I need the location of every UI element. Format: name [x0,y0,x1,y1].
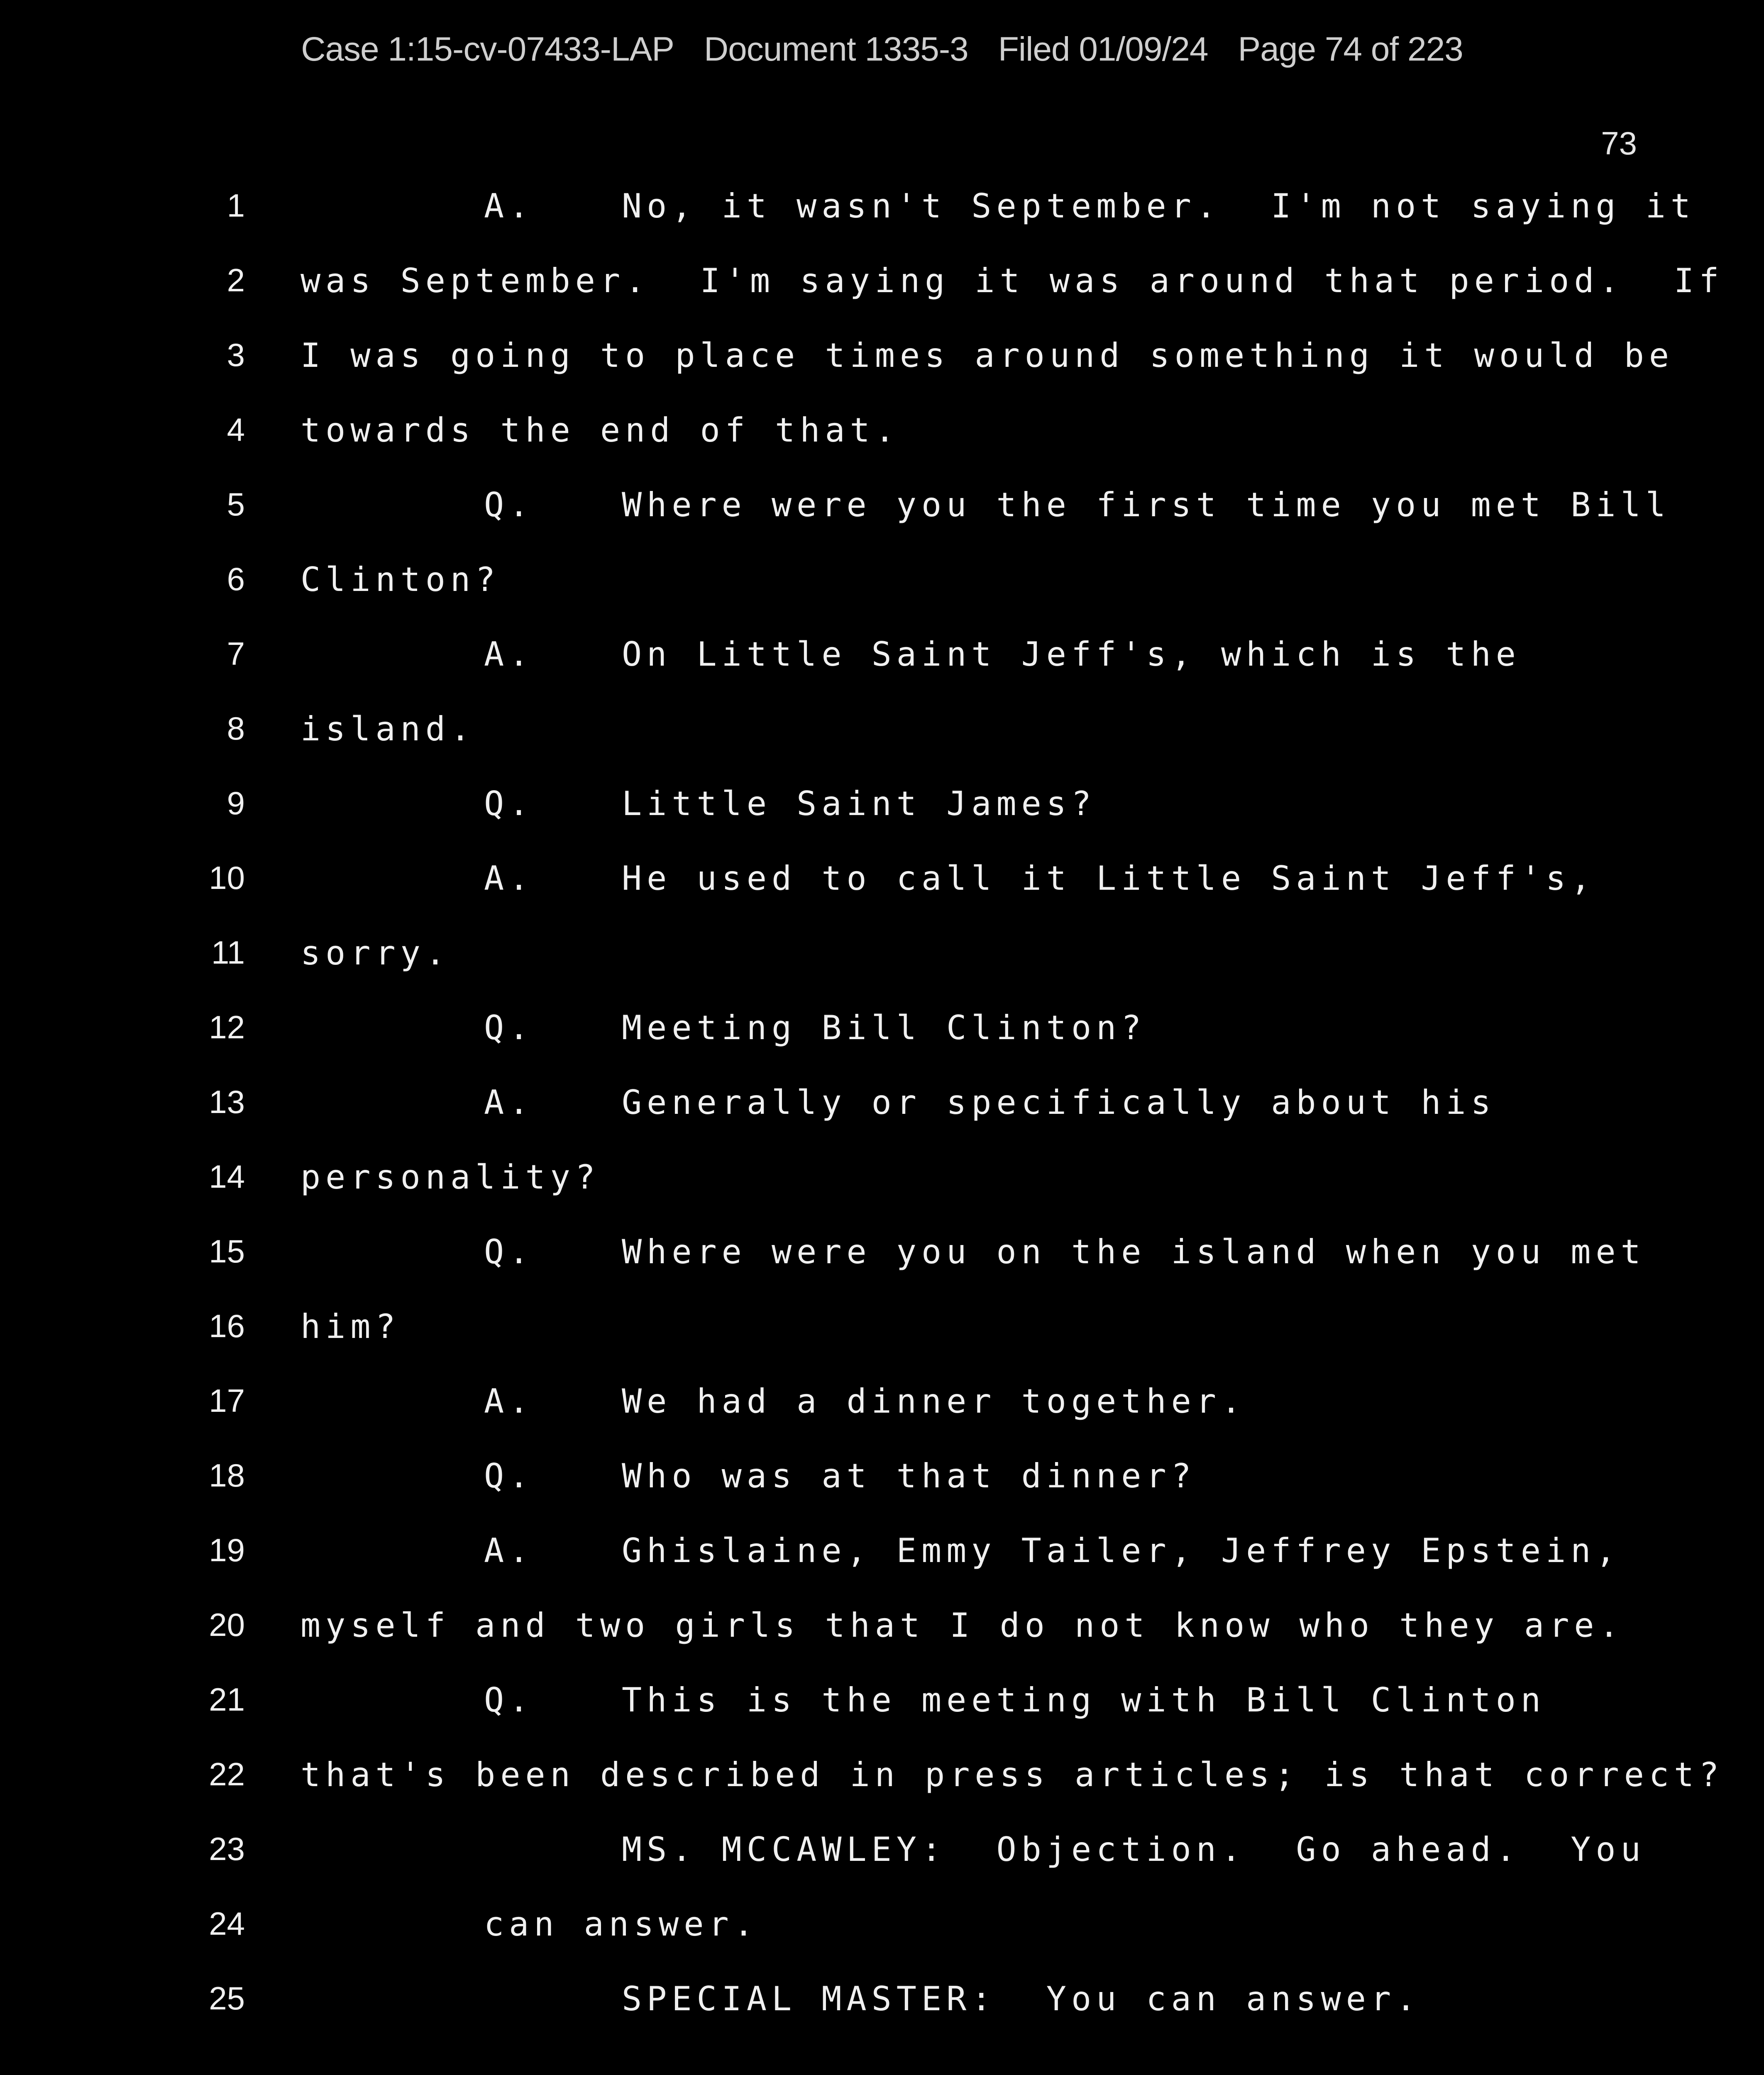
transcript-line [0,411,1764,486]
line-number: 12 [209,1009,245,1045]
transcript-line [0,934,1764,1008]
transcript-line [0,1233,1764,1307]
line-text [484,1681,1546,1719]
line-content: him? [301,1307,401,1346]
line-number: 13 [209,1084,245,1120]
speaker-label: Q. [484,486,534,524]
line-number: 2 [227,262,245,298]
line-text [484,1233,1646,1271]
speaker-label: Q. [484,784,534,823]
line-content: No, it wasn't September. I'm not saying it [622,187,1696,225]
line-number: 9 [227,785,245,821]
transcript-line [0,1531,1764,1606]
line-number: 25 [209,1980,245,2016]
line-content: Clinton? [301,560,501,599]
line-content: towards the end of that. [301,411,900,449]
speaker-label: A. [484,1083,534,1122]
transcript-line [0,1830,1764,1905]
line-text [484,1008,1146,1047]
line-content: sorry. [301,934,450,972]
line-number: 6 [227,561,245,597]
line-number: 3 [227,337,245,373]
line-number: 14 [209,1158,245,1195]
speaker-label: Q. [484,1008,534,1047]
transcript-line [0,1382,1764,1457]
line-text [484,486,1671,524]
line-content: MS. MCCAWLEY: Objection. Go ahead. You [622,1830,1646,1869]
transcript-line [0,859,1764,934]
line-content: myself and two girls that I do not know who they are. [301,1606,1624,1645]
transcript-line [0,560,1764,635]
line-number: 24 [209,1905,245,1942]
line-number: 10 [209,859,245,896]
transcript-line [0,1681,1764,1755]
speaker-label: A. [484,635,534,674]
line-content: Meeting Bill Clinton? [622,1008,1146,1047]
line-number: 20 [209,1606,245,1643]
transcript-line [0,710,1764,784]
line-content: was September. I'm saying it was around that period. If [301,261,1724,300]
line-content: SPECIAL MASTER: You can answer. [622,1980,1421,2018]
line-number: 19 [209,1532,245,1568]
transcript-line [0,784,1764,859]
speaker-label: Q. [484,1681,534,1719]
transcript-line [0,1606,1764,1681]
line-number: 21 [209,1681,245,1718]
line-content: This is the meeting with Bill Clinton [622,1681,1546,1719]
line-text [484,635,1521,674]
speaker-label: Q. [484,1457,534,1495]
line-content: Where were you on the island when you met [622,1233,1646,1271]
case-number: Case 1:15-cv-07433-LAP [301,30,674,68]
line-number: 1 [227,187,245,224]
line-number: 5 [227,486,245,522]
transcript-line [0,1083,1764,1158]
line-content: that's been described in press articles; is that correct? [301,1755,1724,1794]
line-number: 11 [211,934,245,971]
line-content: personality? [301,1158,600,1196]
line-number: 8 [227,710,245,747]
transcript-page-number: 73 [1601,125,1637,161]
line-number: 23 [209,1831,245,1867]
line-number: 7 [227,635,245,672]
speaker-label: A. [484,1531,534,1570]
line-text [484,1531,1621,1570]
line-text [484,1382,1246,1421]
line-number: 17 [209,1382,245,1419]
line-content: I was going to place times around something it would be [301,336,1674,375]
transcript-line [0,1307,1764,1382]
line-text [484,784,1096,823]
line-number: 4 [227,411,245,448]
line-content: We had a dinner together. [622,1382,1246,1421]
transcript-line [0,1980,1764,2054]
document-number: Document 1335-3 [704,30,968,68]
line-content: can answer. [484,1905,759,1943]
line-content: Where were you the first time you met Bill [622,486,1671,524]
transcript-line [0,261,1764,336]
transcript-line [0,1008,1764,1083]
speaker-label: A. [484,1382,534,1421]
line-content: island. [301,710,476,748]
speaker-label: A. [484,187,534,225]
line-text [484,1457,1196,1495]
line-number: 16 [209,1308,245,1344]
transcript-line [0,486,1764,560]
line-text [484,859,1595,898]
transcript-line [0,1158,1764,1233]
filed-date: Filed 01/09/24 [998,30,1208,68]
line-content: Ghislaine, Emmy Tailer, Jeffrey Epstein, [622,1531,1621,1570]
line-text [484,1083,1496,1122]
line-number: 18 [209,1457,245,1494]
line-content: Little Saint James? [622,784,1097,823]
line-content: He used to call it Little Saint Jeff's, [622,859,1596,898]
page-of-total: Page 74 of 223 [1238,30,1463,68]
line-text [484,187,1696,225]
transcript-line [0,187,1764,261]
line-content: On Little Saint Jeff's, which is the [622,635,1521,674]
line-content: Who was at that dinner? [622,1457,1196,1495]
speaker-label: Q. [484,1233,534,1271]
transcript-line [0,1457,1764,1531]
speaker-label: A. [484,859,534,898]
line-number: 15 [209,1233,245,1269]
transcript-line [0,1905,1764,1980]
document-header [0,30,1764,69]
transcript-line [0,336,1764,411]
line-number: 22 [209,1756,245,1792]
transcript-line [0,1755,1764,1830]
transcript-line [0,635,1764,710]
line-content: Generally or specifically about his [622,1083,1496,1122]
